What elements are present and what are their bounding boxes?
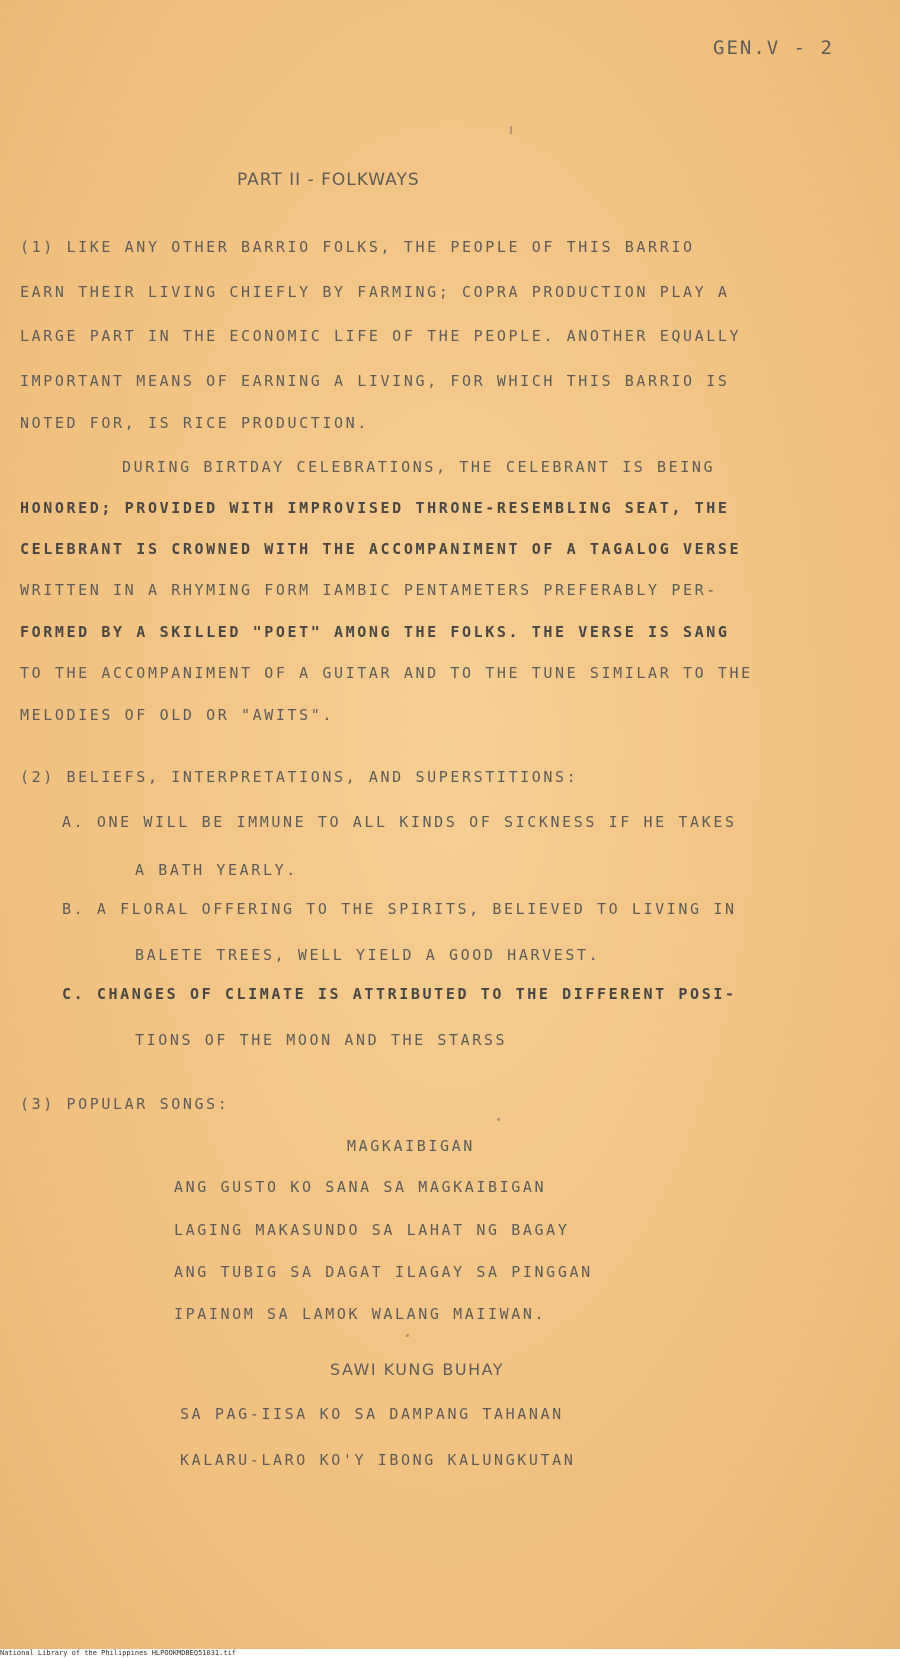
scan-footer: National Library of the Philippines HLPOOKMDBEQ51031.tif: [0, 1649, 900, 1658]
belief-item-c-cont: TIONS OF THE MOON AND THE STARSS: [135, 1031, 508, 1049]
song-line: ANG TUBIG SA DAGAT ILAGAY SA PINGGAN: [174, 1263, 593, 1281]
song-line: SA PAG-IISA KO SA DAMPANG TAHANAN: [180, 1405, 564, 1423]
part-title: PART II - FOLKWAYS: [237, 170, 420, 190]
section1-line: DURING BIRTDAY CELEBRATIONS, THE CELEBRANT IS BEING: [122, 458, 716, 476]
section1-line: CELEBRANT IS CROWNED WITH THE ACCOMPANIMENT OF A TAGALOG VERSE: [20, 540, 742, 558]
section3-heading: (3) POPULAR SONGS:: [20, 1095, 230, 1113]
section2-heading: (2) BELIEFS, INTERPRETATIONS, AND SUPERSTITIONS:: [20, 768, 579, 786]
song-line: KALARU-LARO KO'Y IBONG KALUNGKUTAN: [180, 1451, 576, 1469]
section1-line: (1) LIKE ANY OTHER BARRIO FOLKS, THE PEOPLE OF THIS BARRIO: [20, 238, 695, 256]
section1-line: FORMED BY A SKILLED "POET" AMONG THE FOLKS. THE VERSE IS SANG: [20, 623, 730, 641]
section1-line: LARGE PART IN THE ECONOMIC LIFE OF THE PEOPLE. ANOTHER EQUALLY: [20, 327, 742, 345]
section1-line: TO THE ACCOMPANIMENT OF A GUITAR AND TO THE TUNE SIMILAR TO THE: [20, 664, 753, 682]
section1-line: MELODIES OF OLD OR "AWITS".: [20, 706, 335, 724]
belief-item-b: B. A FLORAL OFFERING TO THE SPIRITS, BELIEVED TO LIVING IN: [62, 900, 737, 918]
paper-mark: [406, 1334, 409, 1337]
section1-line: WRITTEN IN A RHYMING FORM IAMBIC PENTAMETERS PREFERABLY PER-: [20, 581, 718, 599]
paper-mark: [510, 126, 512, 134]
section1-line: NOTED FOR, IS RICE PRODUCTION.: [20, 414, 369, 432]
song-line: IPAINOM SA LAMOK WALANG MAIIWAN.: [174, 1305, 547, 1323]
song-title: SAWI KUNG BUHAY: [330, 1360, 505, 1379]
song-line: ANG GUSTO KO SANA SA MAGKAIBIGAN: [174, 1178, 547, 1196]
song-line: LAGING MAKASUNDO SA LAHAT NG BAGAY: [174, 1221, 570, 1239]
belief-item-a: A. ONE WILL BE IMMUNE TO ALL KINDS OF SICKNESS IF HE TAKES: [62, 813, 737, 831]
section1-line: EARN THEIR LIVING CHIEFLY BY FARMING; COPRA PRODUCTION PLAY A: [20, 283, 730, 301]
paper-mark: [497, 1118, 500, 1121]
song-title: MAGKAIBIGAN: [347, 1137, 475, 1155]
belief-item-a-cont: A BATH YEARLY.: [135, 861, 298, 879]
belief-item-b-cont: BALETE TREES, WELL YIELD A GOOD HARVEST.: [135, 946, 601, 964]
section1-line: HONORED; PROVIDED WITH IMPROVISED THRONE-RESEMBLING SEAT, THE: [20, 499, 730, 517]
page-reference: GEN.V - 2: [713, 37, 834, 59]
section1-line: IMPORTANT MEANS OF EARNING A LIVING, FOR WHICH THIS BARRIO IS: [20, 372, 730, 390]
belief-item-c: C. CHANGES OF CLIMATE IS ATTRIBUTED TO THE DIFFERENT POSI-: [62, 985, 737, 1003]
